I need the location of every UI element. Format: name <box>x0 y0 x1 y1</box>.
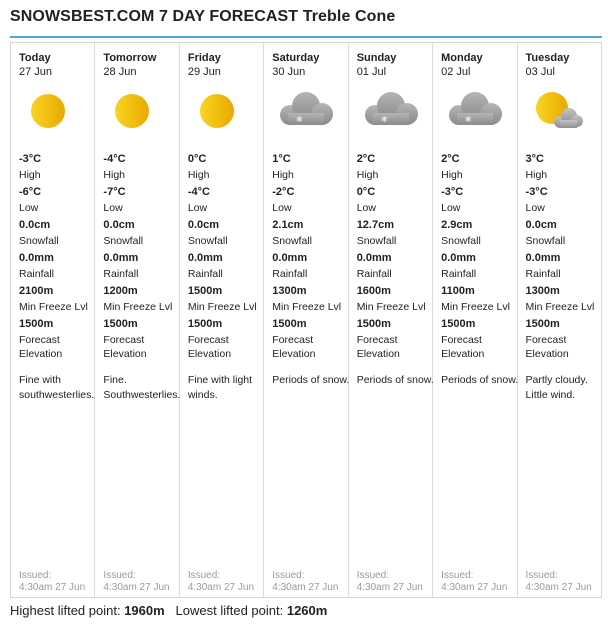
freeze-level-value: 1500m <box>187 285 223 297</box>
elevation-value: 1500m <box>272 318 307 330</box>
high-temp: -3°C <box>19 153 42 165</box>
issued-time: 4:30am 27 Jun <box>441 582 508 593</box>
rainfall-value: 0.0mm <box>19 252 54 264</box>
forecast-day <box>518 43 601 597</box>
forecast-grid <box>10 42 602 598</box>
sun-icon <box>23 89 83 133</box>
lowest-lifted-label: Lowest lifted point: <box>175 603 284 618</box>
freeze-level-label: Min Freeze Lvl <box>19 301 88 313</box>
lifted-points <box>10 603 327 618</box>
day-date: 01 Jul <box>356 66 387 78</box>
snowfall-value: 2.1cm <box>272 219 304 231</box>
forecast-day <box>264 43 348 597</box>
day-date: 03 Jul <box>525 66 555 78</box>
high-temp: 3°C <box>525 153 544 165</box>
freeze-level-value: 1200m <box>103 285 138 297</box>
low-temp: -3°C <box>441 186 464 198</box>
rainfall-value: 0.0mm <box>187 252 223 264</box>
elevation-label: Forecast Elevation <box>272 334 316 360</box>
issued-label: Issued: <box>19 570 52 581</box>
high-temp: 2°C <box>441 153 460 165</box>
elevation-value: 1500m <box>19 318 54 330</box>
forecast-description: Periods of snow. <box>356 374 434 386</box>
day-date: 29 Jun <box>187 66 221 78</box>
elevation-label: Forecast Elevation <box>103 334 147 360</box>
forecast-day <box>180 43 264 597</box>
snow-cloud-icon <box>276 89 336 133</box>
rainfall-value: 0.0mm <box>441 252 476 264</box>
issued-time: 4:30am 27 Jun <box>103 582 170 593</box>
day-name: Friday <box>187 52 221 64</box>
high-temp: 1°C <box>272 153 291 165</box>
rainfall-label: Rainfall <box>441 268 477 280</box>
issued-info <box>188 570 254 594</box>
issued-label: Issued: <box>103 570 136 581</box>
low-label: Low <box>19 202 39 214</box>
forecast-day <box>349 43 433 597</box>
snow-cloud-icon <box>445 89 505 133</box>
rainfall-label: Rainfall <box>525 268 561 280</box>
snowfall-value: 12.7cm <box>356 219 394 231</box>
low-label: Low <box>441 202 461 214</box>
low-temp: -3°C <box>525 186 548 198</box>
freeze-level-label: Min Freeze Lvl <box>187 301 257 313</box>
day-date: 27 Jun <box>19 66 53 78</box>
low-label: Low <box>525 202 545 214</box>
snowfall-label: Snowfall <box>272 235 312 247</box>
high-label: High <box>441 169 463 181</box>
snowfall-value: 0.0cm <box>525 219 557 231</box>
elevation-label: Forecast Elevation <box>356 334 400 360</box>
day-date: 28 Jun <box>103 66 137 78</box>
high-label: High <box>19 169 41 181</box>
day-name: Tuesday <box>525 52 570 64</box>
forecast-day <box>11 43 95 597</box>
snowfall-value: 2.9cm <box>441 219 473 231</box>
elevation-value: 1500m <box>103 318 138 330</box>
freeze-level-label: Min Freeze Lvl <box>272 301 342 313</box>
elevation-label: Forecast Elevation <box>187 334 232 360</box>
high-temp: 2°C <box>356 153 376 165</box>
snow-cloud-icon <box>361 89 421 133</box>
rainfall-value: 0.0mm <box>272 252 308 264</box>
issued-time: 4:30am 27 Jun <box>187 582 255 593</box>
low-label: Low <box>272 202 292 214</box>
issued-info <box>526 570 592 594</box>
low-temp: -6°C <box>19 186 42 198</box>
issued-info <box>357 570 423 594</box>
high-label: High <box>103 169 126 181</box>
issued-label: Issued: <box>187 570 221 581</box>
elevation-label: Forecast Elevation <box>441 334 485 360</box>
issued-time: 4:30am 27 Jun <box>525 582 592 593</box>
elevation-label: Forecast Elevation <box>525 334 569 360</box>
freeze-level-label: Min Freeze Lvl <box>441 301 510 313</box>
high-temp: 0°C <box>187 153 207 165</box>
snowfall-label: Snowfall <box>525 235 566 247</box>
rainfall-label: Rainfall <box>187 268 223 280</box>
sun-icon <box>192 89 252 133</box>
forecast-description: Partly cloudy. Little wind. <box>525 374 588 401</box>
issued-label: Issued: <box>441 570 474 581</box>
title-divider <box>10 36 602 38</box>
forecast-description: Fine with light winds. <box>187 374 253 401</box>
snowfall-value: 0.0cm <box>103 219 135 231</box>
highest-lifted-label: Highest lifted point: <box>10 603 121 618</box>
freeze-level-value: 1600m <box>356 285 391 297</box>
freeze-level-value: 1300m <box>272 285 307 297</box>
lowest-lifted-value: 1260m <box>286 603 328 618</box>
rainfall-label: Rainfall <box>19 268 55 280</box>
snowfall-label: Snowfall <box>356 235 397 247</box>
low-label: Low <box>356 202 376 214</box>
low-label: Low <box>187 202 208 214</box>
freeze-level-value: 1300m <box>525 285 560 297</box>
issued-info <box>103 570 169 594</box>
freeze-level-label: Min Freeze Lvl <box>356 301 426 313</box>
high-label: High <box>187 169 210 181</box>
snowfall-label: Snowfall <box>441 235 481 247</box>
issued-info <box>19 570 85 594</box>
rainfall-label: Rainfall <box>103 268 139 280</box>
rainfall-value: 0.0mm <box>356 252 392 264</box>
elevation-value: 1500m <box>441 318 476 330</box>
low-temp: -7°C <box>103 186 126 198</box>
rainfall-value: 0.0mm <box>525 252 561 264</box>
forecast-description: Fine. Southwesterlies. <box>103 374 181 401</box>
snowfall-value: 0.0cm <box>19 219 51 231</box>
snowfall-label: Snowfall <box>187 235 228 247</box>
elevation-value: 1500m <box>356 318 391 330</box>
forecast-day <box>433 43 517 597</box>
freeze-level-value: 2100m <box>19 285 54 297</box>
issued-time: 4:30am 27 Jun <box>272 582 339 593</box>
issued-time: 4:30am 27 Jun <box>356 582 423 593</box>
high-label: High <box>356 169 379 181</box>
issued-label: Issued: <box>525 570 558 581</box>
issued-info <box>272 570 338 594</box>
high-label: High <box>525 169 548 181</box>
elevation-value: 1500m <box>187 318 223 330</box>
snowfall-label: Snowfall <box>103 235 144 247</box>
issued-time: 4:30am 27 Jun <box>19 582 86 593</box>
highest-lifted-value: 1960m <box>124 603 165 618</box>
day-date: 30 Jun <box>272 66 306 78</box>
high-label: High <box>272 169 294 181</box>
low-temp: -4°C <box>187 186 210 198</box>
page-title: SNOWSBEST.COM 7 DAY FORECAST Treble Cone <box>10 8 396 25</box>
freeze-level-value: 1100m <box>441 285 475 297</box>
low-temp: -2°C <box>272 186 295 198</box>
svg-text:❄: ❄ <box>296 115 303 124</box>
elevation-label: Forecast Elevation <box>19 334 63 360</box>
partly-cloudy-icon <box>530 89 590 133</box>
issued-label: Issued: <box>272 570 305 581</box>
forecast-day <box>95 43 179 597</box>
day-name: Sunday <box>356 52 397 64</box>
rainfall-value: 0.0mm <box>103 252 139 264</box>
snowfall-value: 0.0cm <box>187 219 220 231</box>
snowfall-label: Snowfall <box>19 235 59 247</box>
elevation-value: 1500m <box>525 318 560 330</box>
forecast-description: Fine with southwesterlies. <box>19 374 95 401</box>
issued-info <box>441 570 507 594</box>
day-name: Tomorrow <box>103 52 157 64</box>
issued-label: Issued: <box>356 570 389 581</box>
day-date: 02 Jul <box>441 66 471 78</box>
day-name: Saturday <box>272 52 320 64</box>
rainfall-label: Rainfall <box>356 268 392 280</box>
day-name: Monday <box>441 52 483 64</box>
day-name: Today <box>19 52 51 64</box>
low-temp: 0°C <box>356 186 376 198</box>
high-temp: -4°C <box>103 153 126 165</box>
freeze-level-label: Min Freeze Lvl <box>525 301 595 313</box>
low-label: Low <box>103 202 123 214</box>
svg-text:❄: ❄ <box>380 115 388 124</box>
svg-text:❄: ❄ <box>465 115 472 124</box>
forecast-description: Periods of snow. <box>272 374 350 386</box>
forecast-description: Periods of snow. <box>441 374 519 386</box>
rainfall-label: Rainfall <box>272 268 308 280</box>
freeze-level-label: Min Freeze Lvl <box>103 301 173 313</box>
sun-icon <box>107 89 167 133</box>
